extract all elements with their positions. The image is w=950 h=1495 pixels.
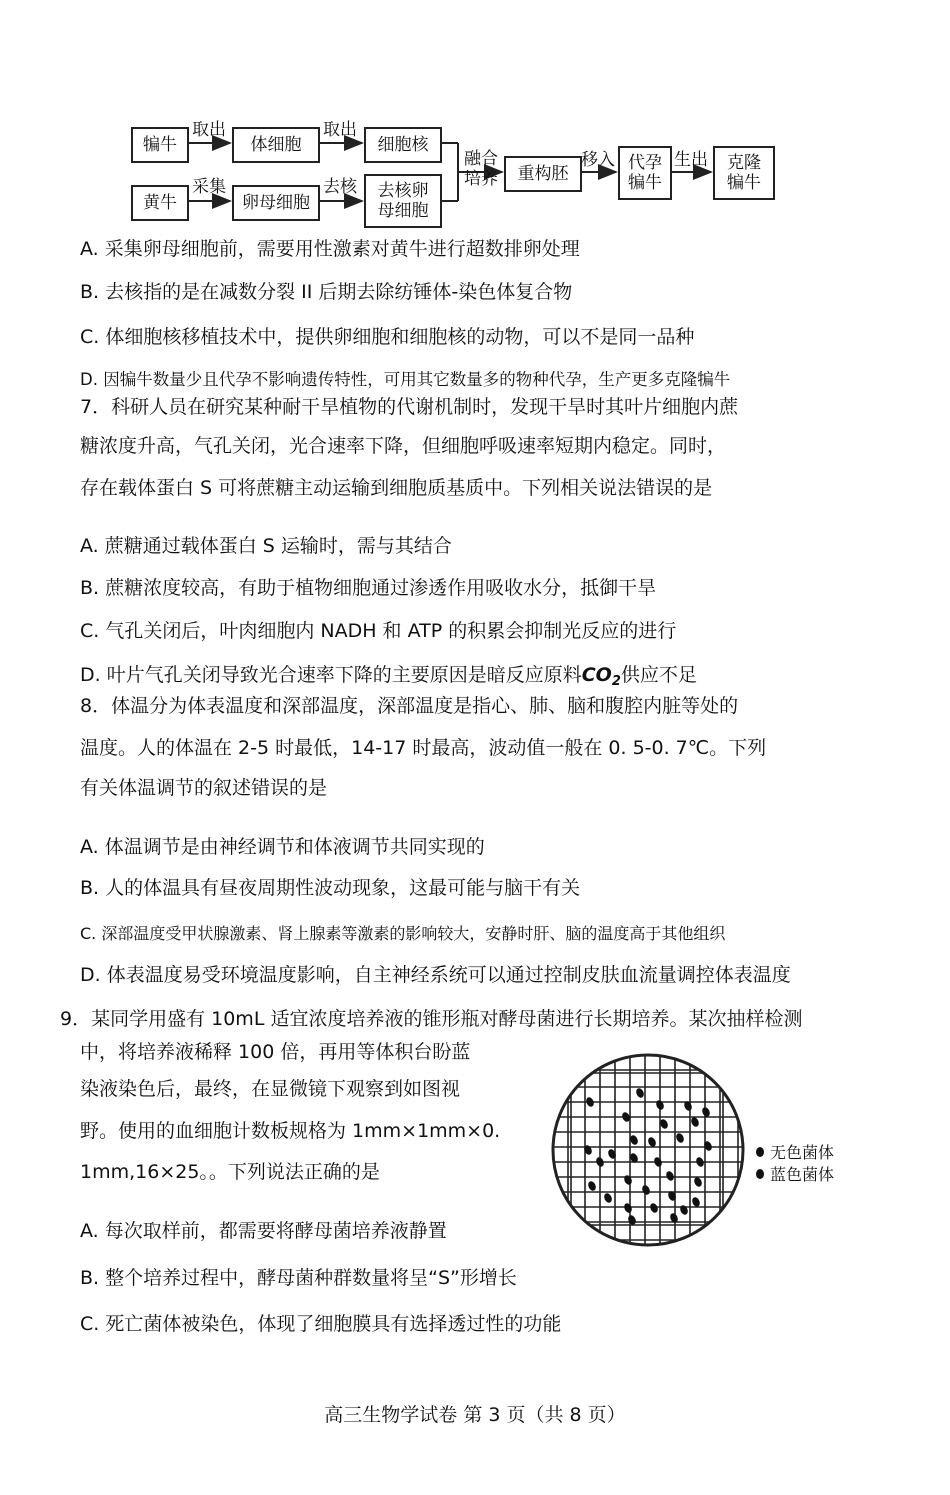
- counting-grid: [548, 1050, 748, 1250]
- q8-stem-line-3: 有关体温调节的叙述错误的是: [80, 777, 328, 799]
- q6-option-c: C. 体细胞核移植技术中，提供卵细胞和细胞核的动物，可以不是同一品种: [80, 326, 695, 348]
- q7-stem-line-1: 7．科研人员在研究某种耐干旱植物的代谢机制时，发现干旱时其叶片细胞内蔗: [80, 396, 739, 418]
- label-quhe: 去核: [323, 177, 357, 197]
- q8-stem-line-1: 8．体温分为体表温度和深部温度，深部温度是指心、肺、脑和腹腔内脏等处的: [80, 695, 739, 717]
- q9-stem-line-2: 中，将培养液稀释 100 倍，再用等体积台盼蓝: [80, 1041, 471, 1063]
- q8-stem-line-2: 温度。人的体温在 2-5 时最低，14-17 时最高，波动值一般在 0. 5-0. 7℃。下列: [80, 737, 767, 759]
- q6-option-d: D. 因犏牛数量少且代孕不影响遗传特性，可用其它数量多的物种代孕，生产更多克隆犏牛: [80, 370, 731, 389]
- legend-blue-dot: [756, 1169, 764, 1179]
- node-huangniu: 黄牛: [131, 185, 189, 221]
- node-chonggou: 重构胚: [504, 156, 582, 192]
- q6-option-a: A. 采集卵母细胞前，需要用性激素对黄牛进行超数排卵处理: [80, 238, 580, 260]
- node-quhe-luanmu: 去核卵 母细胞: [364, 174, 442, 228]
- q9-stem-line-3: 染液染色后，最终，在显微镜下观察到如图视: [80, 1078, 461, 1100]
- hemocytometer-figure: [548, 1050, 858, 1250]
- co2-formula-sub: 2: [611, 674, 621, 689]
- legend-colorless-label: 无色菌体: [770, 1143, 835, 1162]
- label-shengchu: 生出: [674, 150, 708, 170]
- q7-stem-line-2: 糖浓度升高，气孔关闭，光合速率下降，但细胞呼吸速率短期内稳定。同时，: [80, 435, 727, 457]
- node-luanmu: 卵母细胞: [232, 185, 320, 221]
- q7-stem-line-3: 存在载体蛋白 S 可将蔗糖主动运输到细胞质基质中。下列相关说法错误的是: [80, 477, 713, 499]
- q7-option-d-text: D. 叶片气孔关闭导致光合速率下降的主要原因是暗反应原料: [80, 664, 582, 686]
- label-caiji: 采集: [192, 177, 226, 197]
- q8-option-d: D. 体表温度易受环境温度影响，自主神经系统可以通过控制皮肤血流量调控体表温度: [80, 964, 791, 986]
- q8-option-a: A. 体温调节是由神经调节和体液调节共同实现的: [80, 836, 485, 858]
- label-yiru: 移入: [581, 150, 615, 170]
- q8-option-c: C. 深部温度受甲状腺激素、肾上腺素等激素的影响较大，安静时肝、脑的温度高于其他组织: [80, 924, 726, 943]
- label-quchu-2: 取出: [323, 120, 357, 140]
- q9-option-b: B. 整个培养过程中，酵母菌种群数量将呈“S”形增长: [80, 1267, 517, 1289]
- q7-option-c: C. 气孔关闭后，叶肉细胞内 NADH 和 ATP 的积累会抑制光反应的进行: [80, 620, 677, 642]
- co2-formula-main: CO: [581, 664, 612, 686]
- node-bianniu: 犏牛: [131, 127, 189, 163]
- label-quchu-1: 取出: [192, 120, 226, 140]
- q9-stem-line-1: 9．某同学用盛有 10mL 适宜浓度培养液的锥形瓶对酵母菌进行长期培养。某次抽样检测: [60, 1008, 803, 1030]
- q9-stem-line-5: 1mm,16×25。。下列说法正确的是: [80, 1161, 380, 1183]
- legend-colorless-dot: [756, 1147, 764, 1157]
- node-daiyun: 代孕 犏牛: [618, 146, 672, 200]
- q9-option-a: A. 每次取样前，都需要将酵母菌培养液静置: [80, 1220, 447, 1242]
- co2-formula: [581, 664, 621, 689]
- q7-option-d: [80, 661, 697, 696]
- label-ronghe: 融合 培养: [464, 149, 498, 189]
- q9-option-c: C. 死亡菌体被染色，体现了细胞膜具有选择透过性的功能: [80, 1313, 562, 1335]
- q9-stem-line-4: 野。使用的血细胞计数板规格为 1mm×1mm×0.: [80, 1120, 501, 1142]
- q7-option-d-tail: 供应不足: [620, 664, 697, 686]
- node-kelong: 克隆 犏牛: [713, 146, 775, 200]
- page-footer: 高三生物学试卷 第 3 页（共 8 页）: [324, 1404, 626, 1426]
- node-tixibao: 体细胞: [232, 127, 320, 163]
- q6-option-b: B. 去核指的是在减数分裂 II 后期去除纺锤体-染色体复合物: [80, 281, 573, 303]
- q7-option-a: A. 蔗糖通过载体蛋白 S 运输时，需与其结合: [80, 535, 452, 557]
- node-xibaohe: 细胞核: [364, 127, 442, 163]
- q7-option-b: B. 蔗糖浓度较高，有助于植物细胞通过渗透作用吸收水分，抵御干旱: [80, 577, 657, 599]
- legend-blue-label: 蓝色菌体: [770, 1165, 835, 1184]
- q8-option-b: B. 人的体温具有昼夜周期性波动现象，这最可能与脑干有关: [80, 877, 581, 899]
